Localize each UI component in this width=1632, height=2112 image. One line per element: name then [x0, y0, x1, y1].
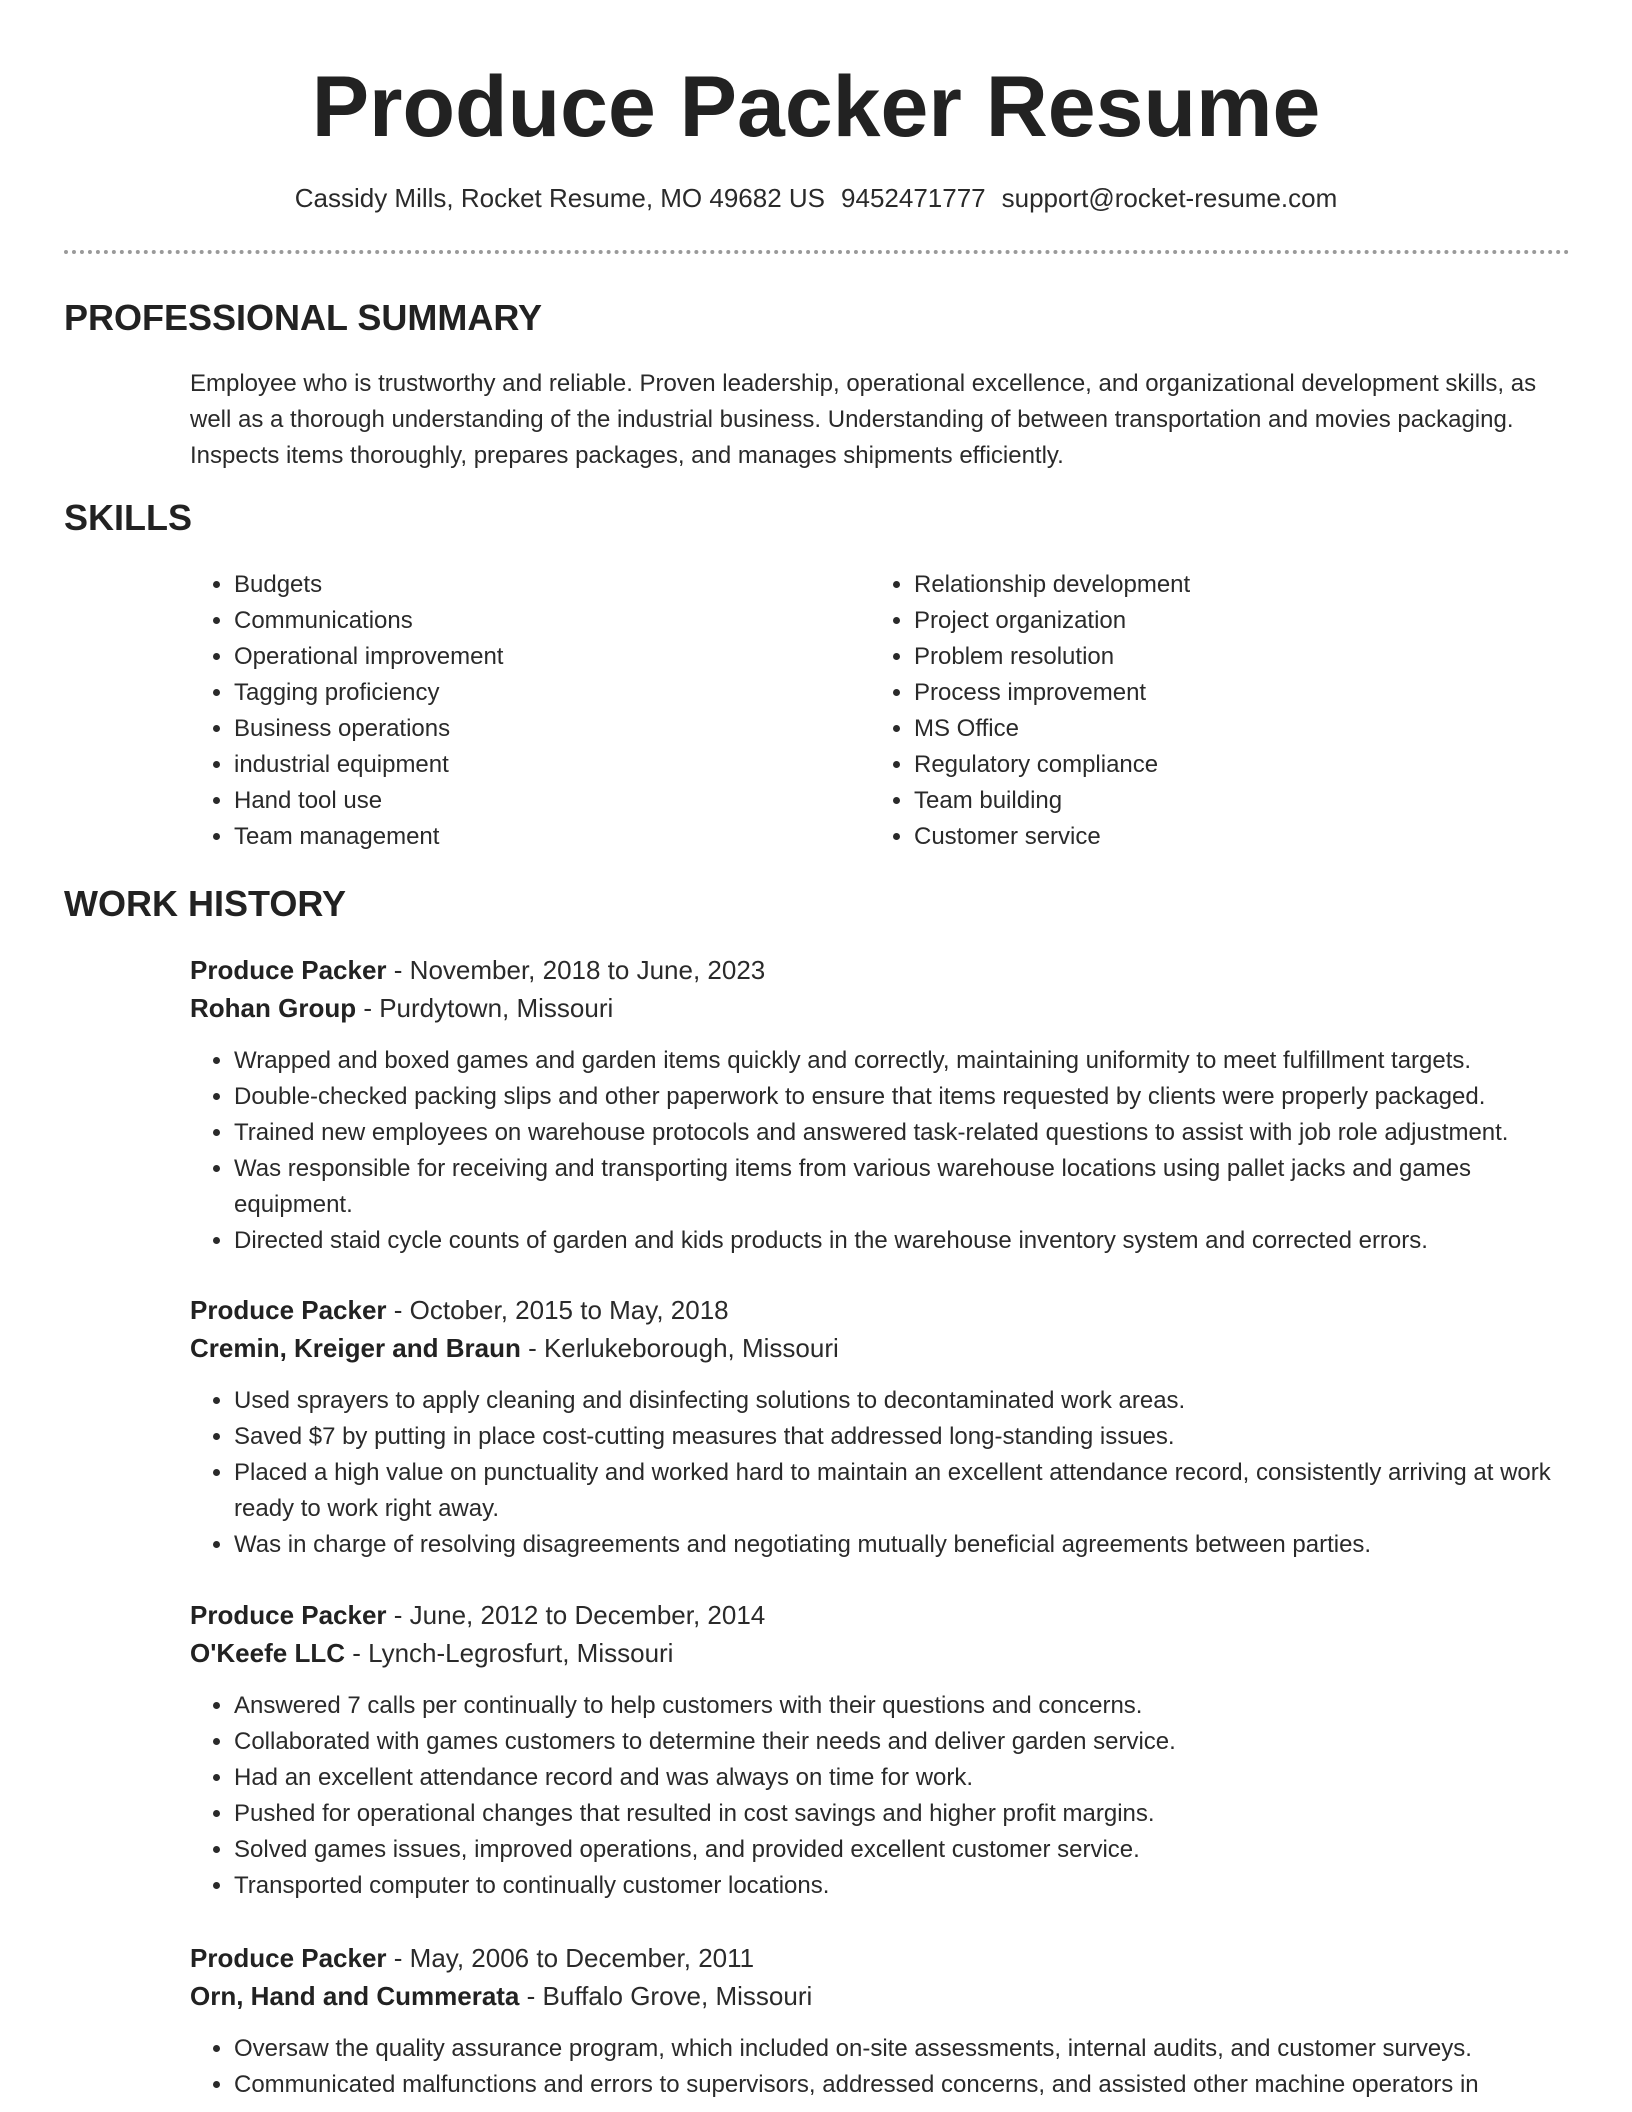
contact-address: Cassidy Mills, Rocket Resume, MO 49682 US [294, 183, 826, 213]
skill-item: • Communications [234, 603, 503, 639]
skill-item: • Regulatory compliance [914, 747, 1190, 783]
skill-item: • Project organization [914, 603, 1190, 639]
job-bullet: • Solved games issues, improved operations, and provided excellent customer service. [234, 1832, 1580, 1868]
job-company-line [190, 1977, 1580, 2015]
summary-heading: PROFESSIONAL SUMMARY [64, 297, 543, 338]
job-location: - Lynch-Legrosfurt, Missouri [344, 1638, 674, 1668]
job-title-line [190, 1939, 1580, 1977]
job-bullet: • Wrapped and boxed games and garden items quickly and correctly, maintaining uniformity to meet fulfillment targets. [234, 1043, 1580, 1079]
job-company: Rohan Group [190, 993, 357, 1023]
skill-item: • Relationship development [914, 567, 1190, 603]
job-company-line [190, 1329, 1580, 1367]
job-title: Produce Packer [190, 1943, 387, 1973]
job-bullet: • Had an excellent attendance record and was always on time for work. [234, 1760, 1580, 1796]
job-title: Produce Packer [190, 955, 387, 985]
job-bullet: • Double-checked packing slips and other paperwork to ensure that items requested by clients were properly packaged. [234, 1079, 1580, 1115]
job-dates: - November, 2018 to June, 2023 [386, 955, 766, 985]
contact-phone: 9452471777 [841, 183, 986, 213]
job-company: O'Keefe LLC [190, 1638, 345, 1668]
job-bullets [190, 1383, 1580, 1563]
resume-title: Produce Packer Resume [311, 59, 1321, 155]
skills-heading: SKILLS [64, 497, 193, 538]
skill-item: • Customer service [914, 819, 1190, 855]
skill-item: • Problem resolution [914, 639, 1190, 675]
header-divider [64, 250, 1570, 254]
job-bullet: • Directed staid cycle counts of garden and kids products in the warehouse inventory system and corrected errors. [234, 1223, 1580, 1259]
job-location: - Kerlukeborough, Missouri [520, 1333, 839, 1363]
job-bullet: • Communicated malfunctions and errors to supervisors, addressed concerns, and assisted other machine operators in [234, 2067, 1580, 2103]
skill-item: • Budgets [234, 567, 503, 603]
job-bullet: • Oversaw the quality assurance program, which included on-site assessments, internal audits, and customer surveys. [234, 2031, 1580, 2067]
job-title: Produce Packer [190, 1295, 387, 1325]
summary-text: Employee who is trustworthy and reliable. Proven leadership, operational excellence, and organizational development skills, as well as a thorough understanding of the industrial business. Understanding of between transportation and movies packaging. Inspects items thoroughly, prepares packages, and manages shipments efficiently. [190, 370, 1537, 469]
job-company: Cremin, Kreiger and Braun [190, 1333, 521, 1363]
job-company: Orn, Hand and Cummerata [190, 1981, 520, 2011]
job-company-line [190, 1634, 1580, 1672]
contact-line [0, 180, 1632, 216]
job-bullet: • Was in charge of resolving disagreements and negotiating mutually beneficial agreements between parties. [234, 1527, 1580, 1563]
contact-email[interactable]: support@rocket-resume.com [1001, 183, 1338, 213]
job-bullet: • Trained new employees on warehouse protocols and answered task-related questions to assist with job role adjustment. [234, 1115, 1580, 1151]
job-bullet: • Collaborated with games customers to determine their needs and deliver garden service. [234, 1724, 1580, 1760]
skill-item: • Hand tool use [234, 783, 503, 819]
job-bullets [190, 1043, 1580, 1259]
job-bullets [190, 2031, 1580, 2103]
skills-column-left [190, 567, 503, 855]
skills-column-right [870, 567, 1190, 855]
job-bullet: • Placed a high value on punctuality and worked hard to maintain an excellent attendance record, consistently arriving at work ready to work right away. [234, 1455, 1580, 1527]
job-bullet: • Transported computer to continually customer locations. [234, 1868, 1580, 1904]
skill-item: • Team building [914, 783, 1190, 819]
skill-item: • Operational improvement [234, 639, 503, 675]
skill-item: • Process improvement [914, 675, 1190, 711]
skill-item: • Team management [234, 819, 503, 855]
skill-item: • industrial equipment [234, 747, 503, 783]
job-bullet: • Saved $7 by putting in place cost-cutting measures that addressed long-standing issues. [234, 1419, 1580, 1455]
job-dates: - May, 2006 to December, 2011 [386, 1943, 755, 1973]
job-entry [190, 951, 1580, 1259]
job-dates: - October, 2015 to May, 2018 [386, 1295, 729, 1325]
job-entry [190, 1291, 1580, 1563]
job-bullet: • Pushed for operational changes that resulted in cost savings and higher profit margins. [234, 1796, 1580, 1832]
job-title-line [190, 1596, 1580, 1634]
skill-item: • Tagging proficiency [234, 675, 503, 711]
job-title-line [190, 1291, 1580, 1329]
job-title-line [190, 951, 1580, 989]
job-location: - Buffalo Grove, Missouri [519, 1981, 813, 2011]
job-bullet: • Was responsible for receiving and transporting items from various warehouse locations using pallet jacks and games equipment. [234, 1151, 1580, 1223]
job-dates: - June, 2012 to December, 2014 [386, 1600, 766, 1630]
job-company-line [190, 989, 1580, 1027]
job-entry [190, 1596, 1580, 1904]
job-entry [190, 1939, 1580, 2103]
work-history-heading: WORK HISTORY [64, 883, 347, 924]
job-bullets [190, 1688, 1580, 1904]
job-bullet: • Answered 7 calls per continually to help customers with their questions and concerns. [234, 1688, 1580, 1724]
job-bullet: • Used sprayers to apply cleaning and disinfecting solutions to decontaminated work areas. [234, 1383, 1580, 1419]
job-title: Produce Packer [190, 1600, 387, 1630]
skill-item: • Business operations [234, 711, 503, 747]
skill-item: • MS Office [914, 711, 1190, 747]
job-location: - Purdytown, Missouri [356, 993, 614, 1023]
